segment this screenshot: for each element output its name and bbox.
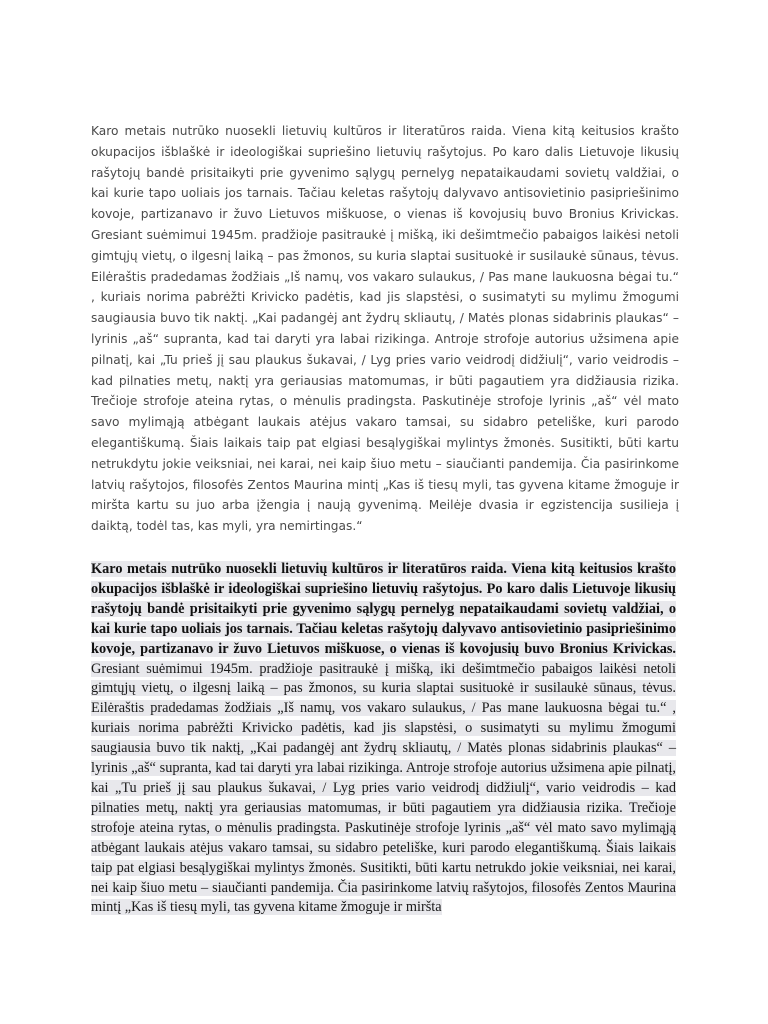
top-paragraph-block xyxy=(91,121,679,537)
bottom-paragraph-regular-text: Gresiant suėmimui 1945m. pradžioje pasitraukė į mišką, iki dešimtmečio pabaigos laikėsi netoli gimtųjų vietų, o ilgesnį laiką – pas žmonos, su kuria slaptai susituokė ir susilaukė sūnaus, tėvus. Eilėraštis pradedamas žodžiais „Iš namų, vos vakaro sulaukus, / Pas mane laukuosna bėgai tu.“ , kuriais norima pabrėžti Krivicko padėtis, kad jis slapstėsi, o susimatyti su mylimu žmogumi saugiausia buvo tik naktį, „Kai padangėj ant žydrų skliautų, / Matės plonas sidabrinis plaukas“ – lyrinis „aš“ supranta, kad tai daryti yra labai rizikinga. Antroje strofoje autorius užsimena apie pilnatį, kai „Tu prieš jį sau plaukus šukavai, / Lyg pries vario veidrodį didžiulį“, vario veidrodis – kad pilnaties metų, naktį yra geriausias matomumas, ir būti pagautiem yra didžiausia rizika. Trečioje strofoje ateina rytas, o mėnulis pradingsta. Paskutinėje strofoje lyrinis „aš“ vėl mato savo mylimąją atbėgant laukais atėjus vakaro tamsai, su sidabro peteliške, kuri parodo elegantiškumą. Šiais laikais taip pat elgiasi besąlygiškai mylintys žmonės. Susitikti, būti kartu netrukdo jokie veiksniai, nei karai, nei kaip šiuo metu – siaučianti pandemija. Čia pasirinkome latvių rašytojos, filosofės Zentos Maurina mintį „Kas iš tiesų myli, tas gyvena kitame žmoguje ir miršta xyxy=(91,660,676,916)
top-paragraph: Karo metais nutrūko nuosekli lietuvių kultūros ir literatūros raida. Viena kitą keitusios krašto okupacijos išblaškė ir ideologiškai supriešino lietuvių rašytojus. Po karo dalis Lietuvoje likusių rašytojų bandė prisitaikyti prie gyvenimo sąlygų pernelyg nepataikaudami sovietų valdžiai, o kai kurie tapo uoliais jos tarnais. Tačiau keletas rašytojų dalyvavo antisovietinio pasipriešinimo kovoje, partizanavo ir žuvo Lietuvos miškuose, o vienas iš kovojusių buvo Bronius Krivickas. Gresiant suėmimui 1945m. pradžioje pasitraukė į mišką, iki dešimtmečio pabaigos laikėsi netoli gimtųjų vietų, o ilgesnį laiką – pas žmonos, su kuria slaptai susituokė ir susilaukė sūnaus, tėvus. Eilėraštis pradedamas žodžiais „Iš namų, vos vakaro sulaukus, / Pas mane laukuosna bėgai tu.“ , kuriais norima pabrėžti Krivicko padėtis, kad jis slapstėsi, o susimatyti su mylimu žmogumi saugiausia buvo tik naktį. „Kai padangėj ant žydrų skliautų, / Matės plonas sidabrinis plaukas“ – lyrinis „aš“ supranta, kad tai daryti yra labai rizikinga. Antroje strofoje autorius užsimena apie pilnatį, kai „Tu prieš jį sau plaukus šukavai, / Lyg pries vario veidrodį didžiulį“, vario veidrodis – kad pilnaties metų, naktį yra geriausias matomumas, ir būti pagautiem yra didžiausia rizika. Trečioje strofoje ateina rytas, o mėnulis pradingsta. Paskutinėje strofoje lyrinis „aš“ vėl mato savo mylimąją atbėgant laukais atėjus vakaro tamsai, su sidabro peteliške, kuri parodo elegantiškumą. Šiais laikais taip pat elgiasi besąlygiškai mylintys žmonės. Susitikti, būti kartu netrukdytu jokie veiksniai, nei karai, nei kaip šiuo metu – siaučianti pandemija. Čia pasirinkome latvių rašytojos, filosofės Zentos Maurina mintį „Kas iš tiesų myli, tas gyvena kitame žmoguje ir miršta kartu su juo arba įžengia į naują gyvenimą. Meilėje dvasia ir egzistencija susilieja į daiktą, todėl tas, kas myli, yra nemirtingas.“ xyxy=(91,124,679,534)
bottom-paragraph xyxy=(91,560,676,918)
bottom-paragraph-bold-text: Karo metais nutrūko nuosekli lietuvių kultūros ir literatūros raida. Viena kitą keitusios krašto okupacijos išblaškė ir ideologiškai supriešino lietuvių rašytojus. Po karo dalis Lietuvoje likusių rašytojų bandė prisitaikyti prie gyvenimo sąlygų pernelyg nepataikaudami sovietų valdžiai, o kai kurie tapo uoliais jos tarnais. Tačiau keletas rašytojų dalyvavo antisovietinio pasipriešinimo kovoje, partizanavo ir žuvo Lietuvos miškuose, o vienas iš kovojusių buvo Bronius Krivickas. xyxy=(91,561,676,657)
bottom-paragraph-block xyxy=(91,560,676,918)
